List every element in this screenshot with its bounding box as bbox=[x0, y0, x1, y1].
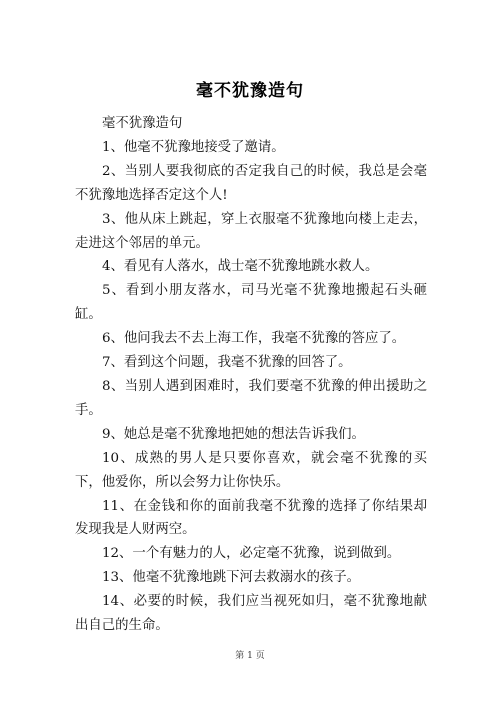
page-title: 毫不犹豫造句 bbox=[196, 81, 304, 101]
paragraph-sentence-12: 12、一个有魅力的人，必定毫不犹豫，说到做到。 bbox=[102, 546, 401, 562]
paragraph-sentence-11: 11、在金钱和你的面前我毫不犹豫的选择了你结果却发现我是人财两空。 bbox=[75, 498, 427, 538]
paragraph-sentence-2: 2、当别人要我彻底的否定我自己的时候，我总是会毫不犹豫地选择否定这个人! bbox=[75, 163, 427, 203]
paragraph-sentence-14: 14、必要的时候，我们应当视死如归，毫不犹豫地献出自己的生命。 bbox=[75, 594, 427, 634]
paragraph-sentence-7: 7、看到这个问题，我毫不犹豫的回答了。 bbox=[102, 355, 352, 371]
paragraph-sentence-5: 5、看到小朋友落水，司马光毫不犹豫地搬起石头砸缸。 bbox=[75, 283, 427, 323]
paragraph-sentence-3: 3、他从床上跳起，穿上衣服毫不犹豫地向楼上走去，走进这个邻居的单元。 bbox=[75, 211, 427, 251]
paragraph-sentence-10: 10、成熟的男人是只要你喜欢，就会毫不犹豫的买下，他爱你，所以会努力让你快乐。 bbox=[75, 450, 427, 490]
paragraph-sentence-6: 6、他问我去不去上海工作，我毫不犹豫的答应了。 bbox=[102, 331, 406, 347]
page-number: 第 1 页 bbox=[235, 651, 265, 661]
paragraph-sentence-1: 1、他毫不犹豫地接受了邀请。 bbox=[102, 139, 285, 155]
paragraph-sentence-4: 4、看见有人落水，战士毫不犹豫地跳水救人。 bbox=[102, 259, 379, 275]
paragraph-heading: 毫不犹豫造句 bbox=[102, 116, 183, 131]
paragraph-sentence-9: 9、她总是毫不犹豫地把她的想法告诉我们。 bbox=[102, 426, 365, 442]
document-body bbox=[75, 112, 427, 638]
paragraph-sentence-13: 13、他毫不犹豫地跳下河去救溺水的孩子。 bbox=[102, 570, 361, 586]
paragraph-sentence-8: 8、当别人遇到困难时，我们要毫不犹豫的伸出援助之手。 bbox=[75, 378, 427, 418]
